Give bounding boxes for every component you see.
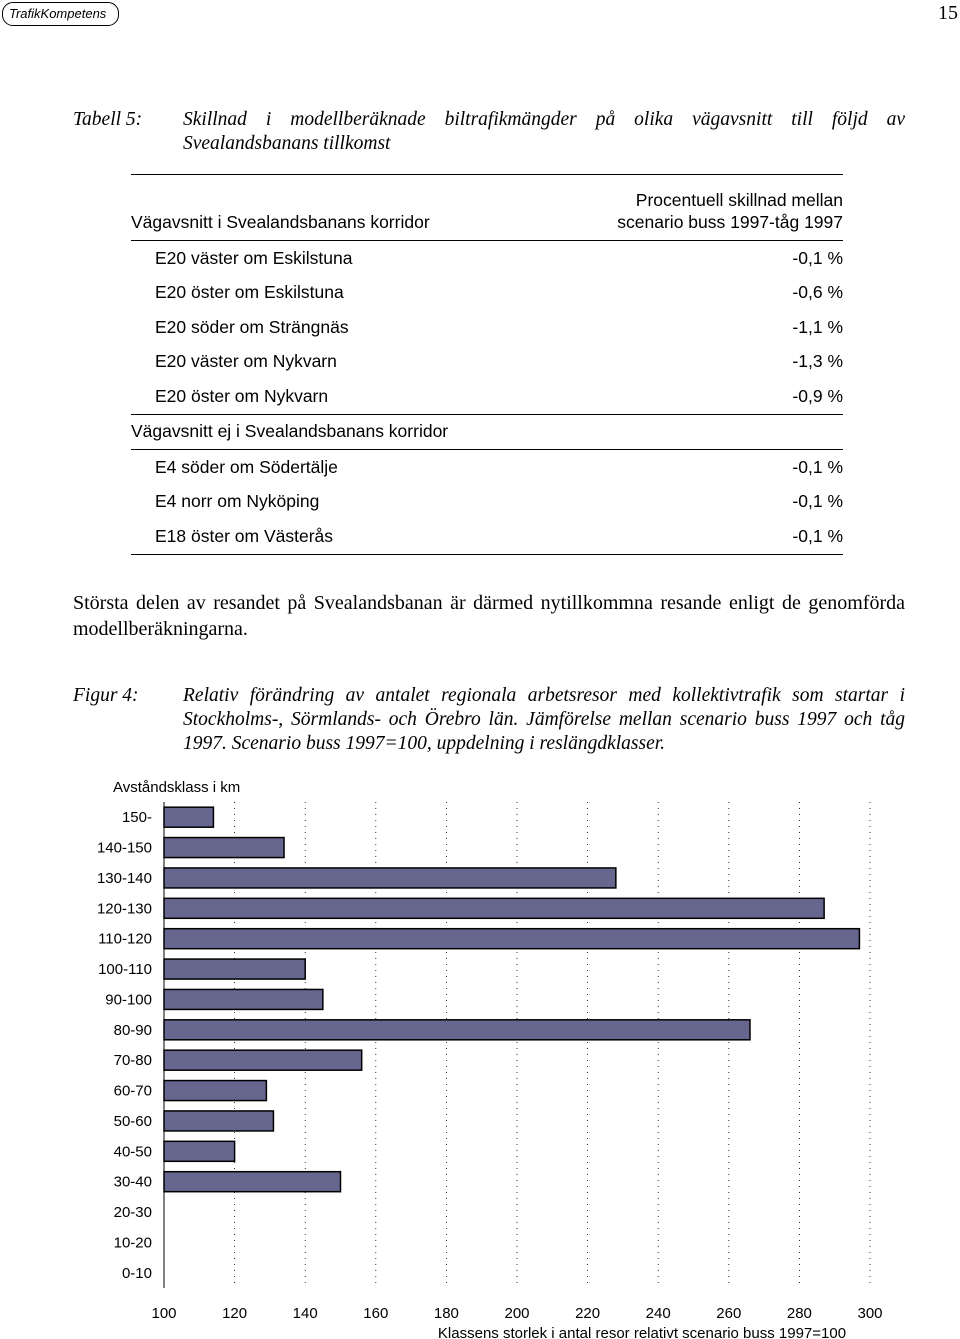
road-segment-cell: E4 söder om Södertälje <box>155 456 338 477</box>
bar-chart <box>0 765 960 1339</box>
x-tick-label: 260 <box>716 1305 742 1322</box>
y-tick-label: 30-40 <box>113 1173 152 1191</box>
bar <box>164 989 323 1009</box>
bar <box>164 1050 362 1070</box>
x-tick-label: 100 <box>151 1305 177 1322</box>
col1-header: Vägavsnitt i Svealandsbanans korridor <box>131 175 547 241</box>
col2-header <box>547 175 843 241</box>
bar <box>164 959 305 979</box>
x-tick-label: 240 <box>645 1305 671 1322</box>
table-row <box>131 241 843 276</box>
x-tick-label: 280 <box>786 1305 812 1322</box>
figure-caption <box>73 684 905 756</box>
bar <box>164 1172 341 1192</box>
y-tick-label: 150- <box>121 809 152 827</box>
percent-change-cell: -0,1 % <box>792 456 843 477</box>
y-tick-label: 0-10 <box>121 1264 152 1282</box>
table-caption <box>73 108 905 156</box>
y-tick-label: 90-100 <box>105 991 152 1009</box>
figure-caption-text: Relativ förändring av antalet regionala arbetsresor med kollektivtrafik som startar i Stockholms-, Sörmlands- och Örebro län. Jämförelse mellan scenario buss 1997 och tåg 1997. Scenario buss 1997=100, uppdelning i reslängdklasser. <box>183 685 905 754</box>
traffic-table <box>131 174 843 555</box>
x-tick-label: 300 <box>857 1305 883 1322</box>
road-segment-cell: Vägavsnitt ej i Svealandsbanans korridor <box>131 414 547 450</box>
y-tick-label: 70-80 <box>113 1052 152 1070</box>
x-tick-label: 180 <box>433 1305 459 1322</box>
figure-caption-label: Figur 4: <box>73 685 139 706</box>
bar <box>164 898 824 918</box>
x-axis-title: Klassens storlek i antal resor relativt scenario buss 1997=100 <box>437 1325 847 1339</box>
y-tick-label: 100-110 <box>98 961 152 979</box>
table-row <box>131 345 843 380</box>
percent-change-cell: -0,1 % <box>792 491 843 512</box>
bars <box>164 807 859 1192</box>
table-caption-label: Tabell 5: <box>73 109 143 130</box>
bar <box>164 1020 750 1040</box>
road-segment-cell: E20 söder om Strängnäs <box>155 316 349 337</box>
y-axis-title: Avståndsklass i km <box>113 779 241 796</box>
road-segment-cell: E20 väster om Nykvarn <box>155 351 337 372</box>
y-tick-label: 40-50 <box>113 1143 152 1161</box>
bar <box>164 1141 235 1161</box>
table-header-row <box>131 175 843 241</box>
road-segment-cell: E18 öster om Västerås <box>131 519 547 554</box>
table-caption-text: Skillnad i modellberäknade biltrafikmängder på olika vägavsnitt till följd av Svealandsbanans tillkomst <box>183 109 905 154</box>
percent-change-cell: -1,3 % <box>792 351 843 372</box>
table-row <box>131 450 843 485</box>
y-tick-label: 80-90 <box>113 1021 152 1039</box>
x-tick-label: 200 <box>504 1305 530 1322</box>
bar <box>164 1111 273 1131</box>
percent-change-cell: -0,9 % <box>792 385 843 406</box>
page-number: 15 <box>938 2 958 24</box>
y-tick-label: 120-130 <box>96 900 152 918</box>
percent-change-cell: -0,6 % <box>792 282 843 303</box>
bar <box>164 807 213 827</box>
x-tick-labels <box>151 1305 882 1322</box>
logo: TrafikKompetens <box>2 2 119 26</box>
percent-change-cell: -0,1 % <box>547 519 843 554</box>
road-segment-cell: E20 väster om Eskilstuna <box>155 247 353 268</box>
x-tick-label: 220 <box>575 1305 601 1322</box>
table-row <box>131 310 843 345</box>
bar <box>164 1081 266 1101</box>
table-section-row <box>131 414 843 450</box>
table-row <box>131 379 843 414</box>
road-segment-cell: E4 norr om Nyköping <box>155 491 320 512</box>
x-tick-label: 160 <box>363 1305 389 1322</box>
x-tick-label: 140 <box>292 1305 318 1322</box>
table-row <box>131 276 843 311</box>
table-row <box>131 485 843 520</box>
table-row <box>131 519 843 554</box>
col2-header-line1: Procentuell skillnad mellan <box>635 190 843 210</box>
percent-change-cell: -0,1 % <box>792 247 843 268</box>
y-tick-label: 50-60 <box>113 1112 152 1130</box>
col2-header-line2: scenario buss 1997-tåg 1997 <box>617 212 843 232</box>
y-tick-labels <box>97 809 152 1282</box>
y-tick-label: 110-120 <box>98 930 152 948</box>
road-segment-cell: E20 öster om Nykvarn <box>155 385 329 406</box>
y-tick-label: 140-150 <box>96 839 152 857</box>
bar <box>164 838 284 858</box>
y-tick-label: 60-70 <box>113 1082 152 1100</box>
x-tick-label: 120 <box>222 1305 248 1322</box>
percent-change-cell <box>547 414 843 450</box>
bar <box>164 868 616 888</box>
bar <box>164 929 859 949</box>
y-tick-label: 10-20 <box>113 1234 152 1252</box>
y-tick-label: 20-30 <box>113 1204 152 1222</box>
body-paragraph: Största delen av resandet på Svealandsbanan är därmed nytillkommna resande enligt de genomförda modellberäkningarna. <box>73 592 905 640</box>
y-tick-label: 130-140 <box>96 869 152 887</box>
percent-change-cell: -1,1 % <box>792 316 843 337</box>
road-segment-cell: E20 öster om Eskilstuna <box>155 282 344 303</box>
